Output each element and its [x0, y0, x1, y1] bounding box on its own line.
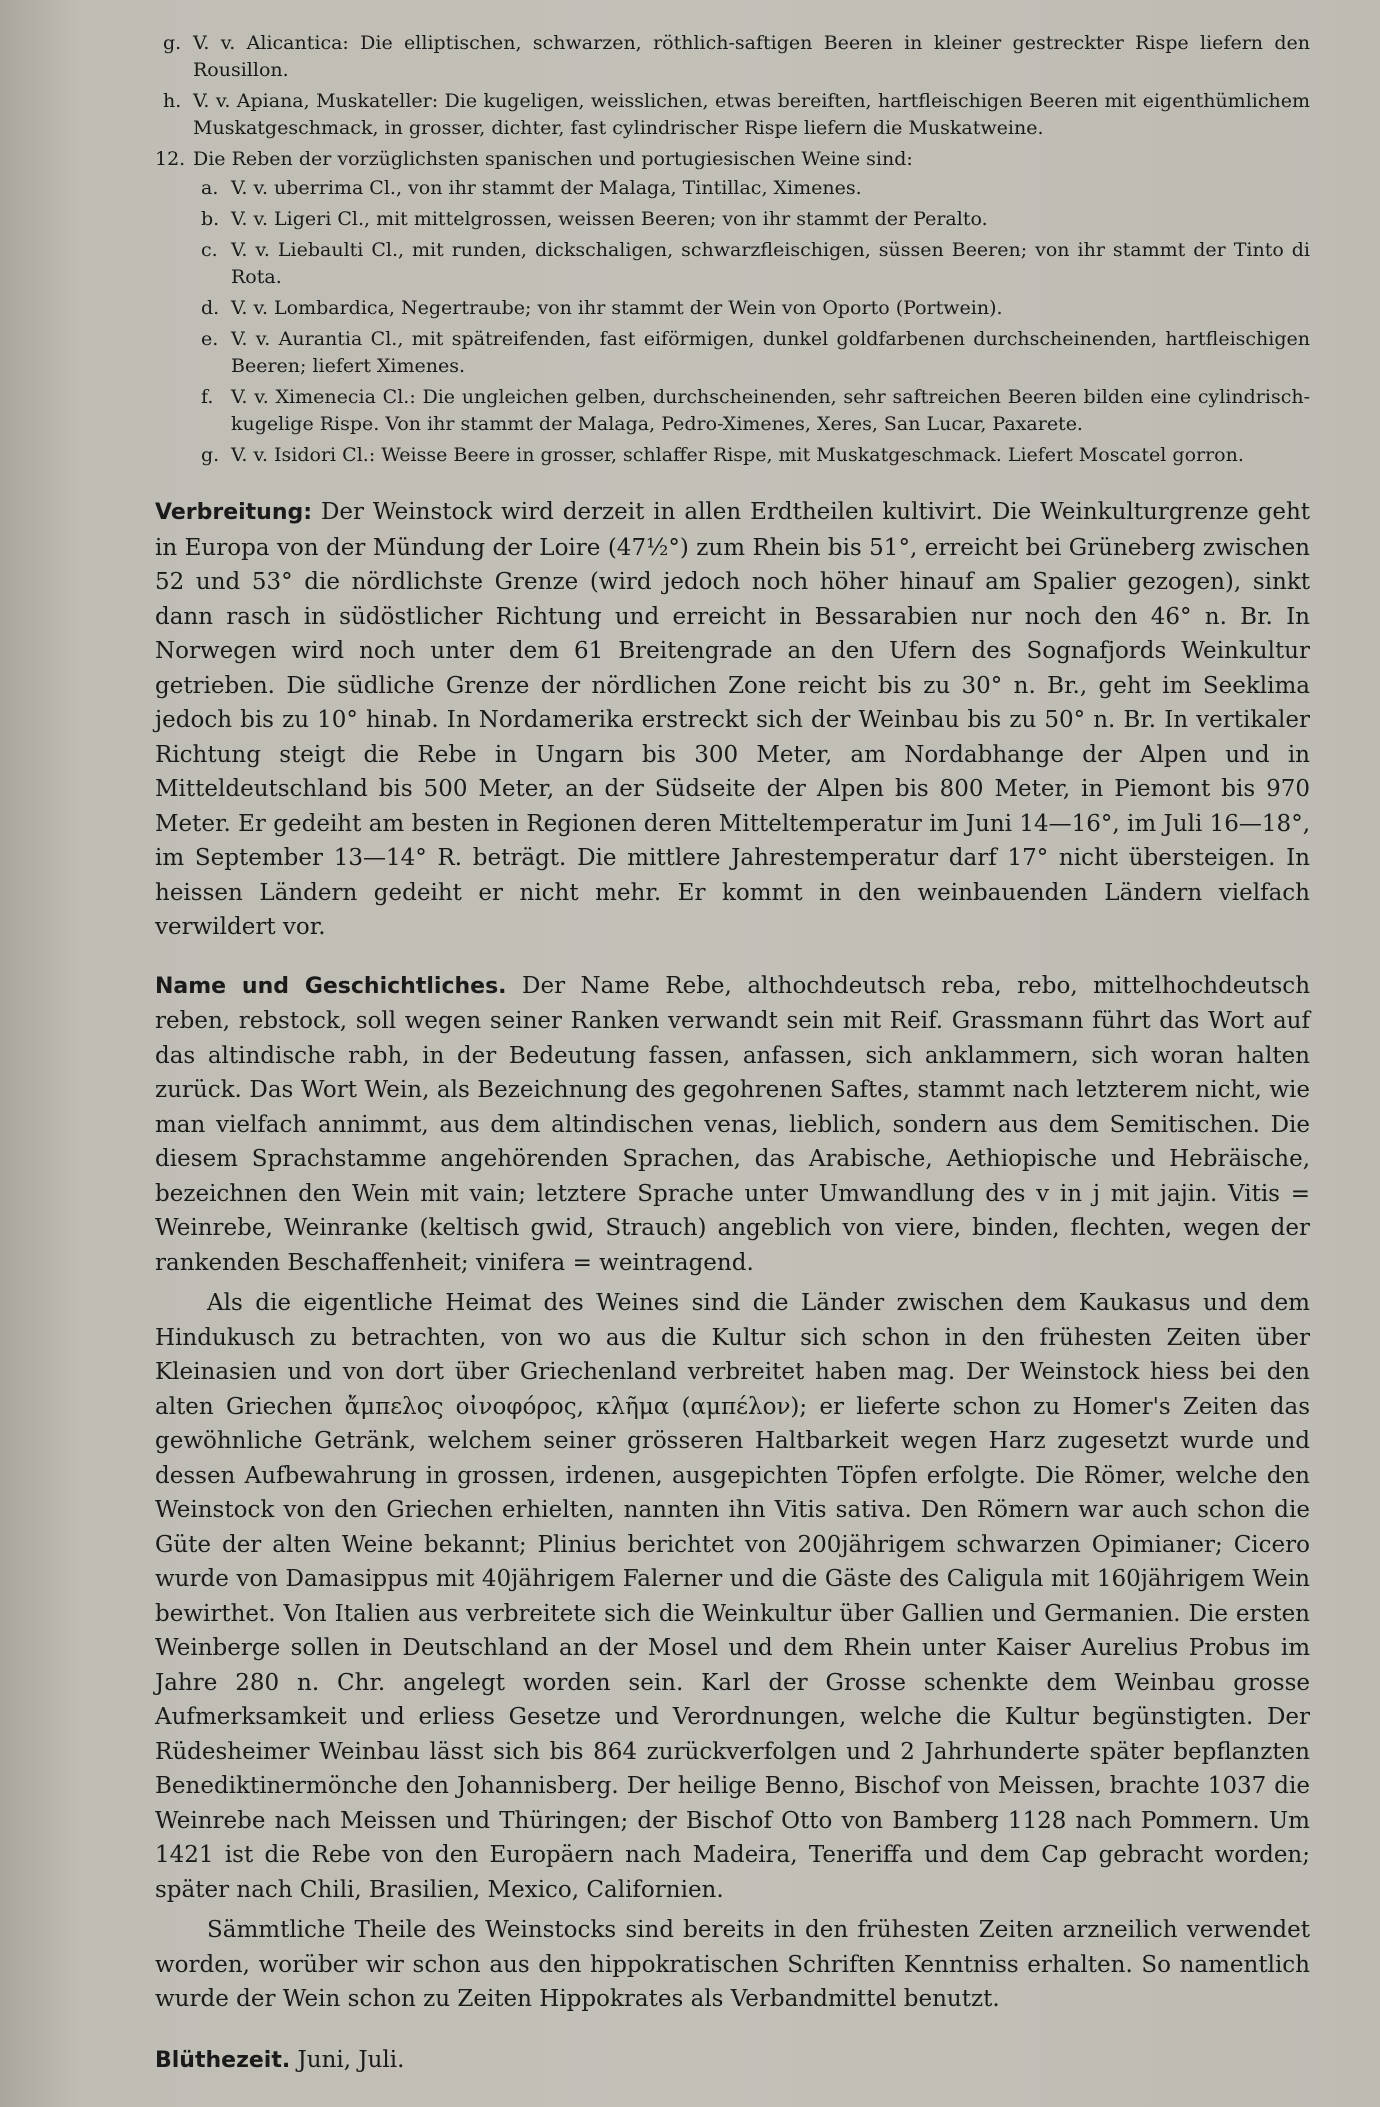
item-letter: e. — [201, 328, 219, 350]
item-letter: h. — [163, 90, 182, 112]
list-item — [193, 295, 1310, 322]
item-text: V. v. Alicantica: Die elliptischen, schwarzen, röthlich-saftigen Beeren in kleiner gestreckter Rispe liefern den Rousillon. — [193, 32, 1310, 81]
bluethezeit-heading: Blüthezeit. — [155, 2047, 291, 2073]
group-number: 12. — [155, 148, 186, 170]
name-section-paragraph-1 — [155, 969, 1310, 1281]
bluethezeit-text: Juni, Juli. — [297, 2046, 405, 2073]
group-12-heading — [155, 146, 1310, 173]
list-item — [193, 442, 1310, 469]
item-letter: b. — [201, 208, 220, 230]
item-text: V. v. Aurantia Cl., mit spätreifenden, fast eiförmigen, dunkel goldfarbenen durchscheinenden, hartfleischigen Beeren; liefert Ximenes. — [231, 328, 1310, 377]
verbreitung-section — [155, 495, 1310, 945]
list-item — [193, 206, 1310, 233]
item-text: V. v. Lombardica, Negertraube; von ihr stammt der Wein von Oporto (Portwein). — [231, 297, 1003, 319]
group-12-items — [155, 175, 1310, 469]
variety-item-h-apiana — [155, 88, 1310, 142]
name-heading: Name und Geschichtliches. — [155, 973, 507, 999]
list-item — [193, 175, 1310, 202]
item-letter: d. — [201, 297, 220, 319]
verbreitung-text: Der Weinstock wird derzeit in allen Erdtheilen kultivirt. Die Weinkulturgrenze geht in Europa von der Mündung der Loire (47½°) zum Rhein bis 51°, erreicht bei Grüneberg zwischen 52 und 53° die nördlichste Grenze (wird jedoch noch höher hinauf am Spalier gezogen), sinkt dann rasch in südöstlicher Richtung und erreicht in Bessarabien nur noch den 46° n. Br. In Norwegen wird noch unter dem 61 Breitengrade an den Ufern des Sognafjords Weinkultur getrieben. Die südliche Grenze der nördlichen Zone reicht bis zu 30° n. Br., geht im Seeklima jedoch bis zu 10° hinab. In Nordamerika erstreckt sich der Weinbau bis zu 50° n. Br. In vertikaler Richtung steigt die Rebe in Ungarn bis 300 Meter, am Nordabhange der Alpen und in Mitteldeutschland bis 500 Meter, an der Südseite der Alpen bis 800 Meter, in Piemont bis 970 Meter. Er gedeiht am besten in Regionen deren Mitteltemperatur im Juni 14—16°, im Juli 16—18°, im September 13—14° R. beträgt. Die mittlere Jahrestemperatur darf 17° nicht übersteigen. In heissen Ländern gedeiht er nicht mehr. Er kommt in den weinbauenden Ländern vielfach verwildert vor. — [155, 499, 1310, 940]
name-section-paragraph-2: Als die eigentliche Heimat des Weines sind die Länder zwischen dem Kaukasus und dem Hindukusch zu betrachten, von wo aus die Kultur sich schon in den frühesten Zeiten über Kleinasien und von dort über Griechenland verbreitet haben mag. Der Weinstock hiess bei den alten Griechen ἄμπελος οἰνοφόρος, κλῆμα (αμπέλον); er lieferte schon zu Homer's Zeiten das gewöhnliche Getränk, welchem seiner grösseren Haltbarkeit wegen Harz zugesetzt wurde und dessen Aufbewahrung in grossen, irdenen, ausgepichten Töpfen erfolgte. Die Römer, welche den Weinstock von den Griechen erhielten, nannten ihn Vitis sativa. Den Römern war auch schon die Güte der alten Weine bekannt; Plinius berichtet von 200jährigem schwarzen Opimianer; Cicero wurde von Damasippus mit 40jährigem Falerner und die Gäste des Caligula mit 160jährigem Wein bewirthet. Von Italien aus verbreitete sich die Weinkultur über Gallien und Germanien. Die ersten Weinberge sollen in Deutschland an der Mosel und dem Rhein unter Kaiser Aurelius Probus im Jahre 280 n. Chr. angelegt worden sein. Karl der Grosse schenkte dem Weinbau grosse Aufmerksamkeit und erliess Gesetze und Verordnungen, welche die Kultur begünstigten. Der Rüdesheimer Weinbau lässt sich bis 864 zurückverfolgen und 2 Jahrhunderte später bepflanzten Benediktinermönche den Johannisberg. Der heilige Benno, Bischof von Meissen, brachte 1037 die Weinrebe nach Meissen und Thüringen; der Bischof Otto von Bamberg 1128 nach Pommern. Um 1421 ist die Rebe von den Europäern nach Madeira, Teneriffa und dem Cap gebracht worden; später nach Chili, Brasilien, Mexico, Californien. — [155, 1290, 1310, 1903]
variety-item-g-alicantica — [155, 30, 1310, 84]
item-letter: f. — [201, 386, 214, 408]
list-item — [193, 384, 1310, 438]
item-text: V. v. Apiana, Muskateller: Die kugeligen, weisslichen, etwas bereiften, hartfleischigen Beeren mit eigenthümlichem Muskatgeschmack, in grosser, dichter, fast cylindrischer Rispe liefern die Muskatweine. — [193, 90, 1310, 139]
item-text: V. v. Liebaulti Cl., mit runden, dickschaligen, schwarzfleischigen, süssen Beeren; von ihr stammt der Tinto di Rota. — [231, 239, 1310, 288]
item-letter: g. — [201, 444, 220, 466]
bluethezeit-section — [155, 2043, 1310, 2079]
item-letter: g. — [163, 32, 182, 54]
item-letter: a. — [201, 177, 219, 199]
item-text: V. v. Ximenecia Cl.: Die ungleichen gelben, durchscheinenden, sehr saftreichen Beeren bilden eine cylindrisch-kugelige Rispe. Von ihr stammt der Malaga, Pedro-Ximenes, Xeres, San Lucar, Paxarete. — [231, 386, 1310, 435]
list-item — [193, 326, 1310, 380]
list-item — [193, 237, 1310, 291]
item-text: V. v. Ligeri Cl., mit mittelgrossen, weissen Beeren; von ihr stammt der Peralto. — [231, 208, 988, 230]
item-letter: c. — [201, 239, 218, 261]
variety-list — [155, 30, 1310, 469]
name-section-paragraph-3: Sämmtliche Theile des Weinstocks sind bereits in den frühesten Zeiten arzneilich verwendet worden, worüber wir schon aus den hippokratischen Schriften Kenntniss erhalten. So namentlich wurde der Wein schon zu Zeiten Hippokrates als Verbandmittel benutzt. — [155, 1917, 1310, 2012]
item-text: V. v. Isidori Cl.: Weisse Beere in grosser, schlaffer Rispe, mit Muskatgeschmack. Liefert Moscatel gorron. — [231, 444, 1244, 466]
group-heading-text: Die Reben der vorzüglichsten spanischen und portugiesischen Weine sind: — [193, 148, 913, 170]
name-text-1: Der Name Rebe, althochdeutsch reba, rebo, mittelhochdeutsch reben, rebstock, soll wegen seiner Ranken verwandt sein mit Reif. Grassmann führt das Wort auf das altindische rabh, in der Bedeutung fassen, anfassen, sich anklammern, sich woran halten zurück. Das Wort Wein, als Bezeichnung des gegohrenen Saftes, stammt nach letzterem nicht, wie man vielfach annimmt, aus dem altindischen venas, lieblich, sondern aus dem Semitischen. Die diesem Sprachstamme angehörenden Sprachen, das Arabische, Aethiopische und Hebräische, bezeichnen den Wein mit vain; letztere Sprache unter Umwandlung des v in j mit jajin. Vitis = Weinrebe, Weinranke (keltisch gwid, Strauch) angeblich von viere, binden, flechten, wegen der rankenden Beschaffenheit; vinifera = weintragend. — [155, 972, 1311, 1276]
verbreitung-heading: Verbreitung: — [155, 500, 313, 525]
item-text: V. v. uberrima Cl., von ihr stammt der Malaga, Tintillac, Ximenes. — [231, 177, 862, 199]
